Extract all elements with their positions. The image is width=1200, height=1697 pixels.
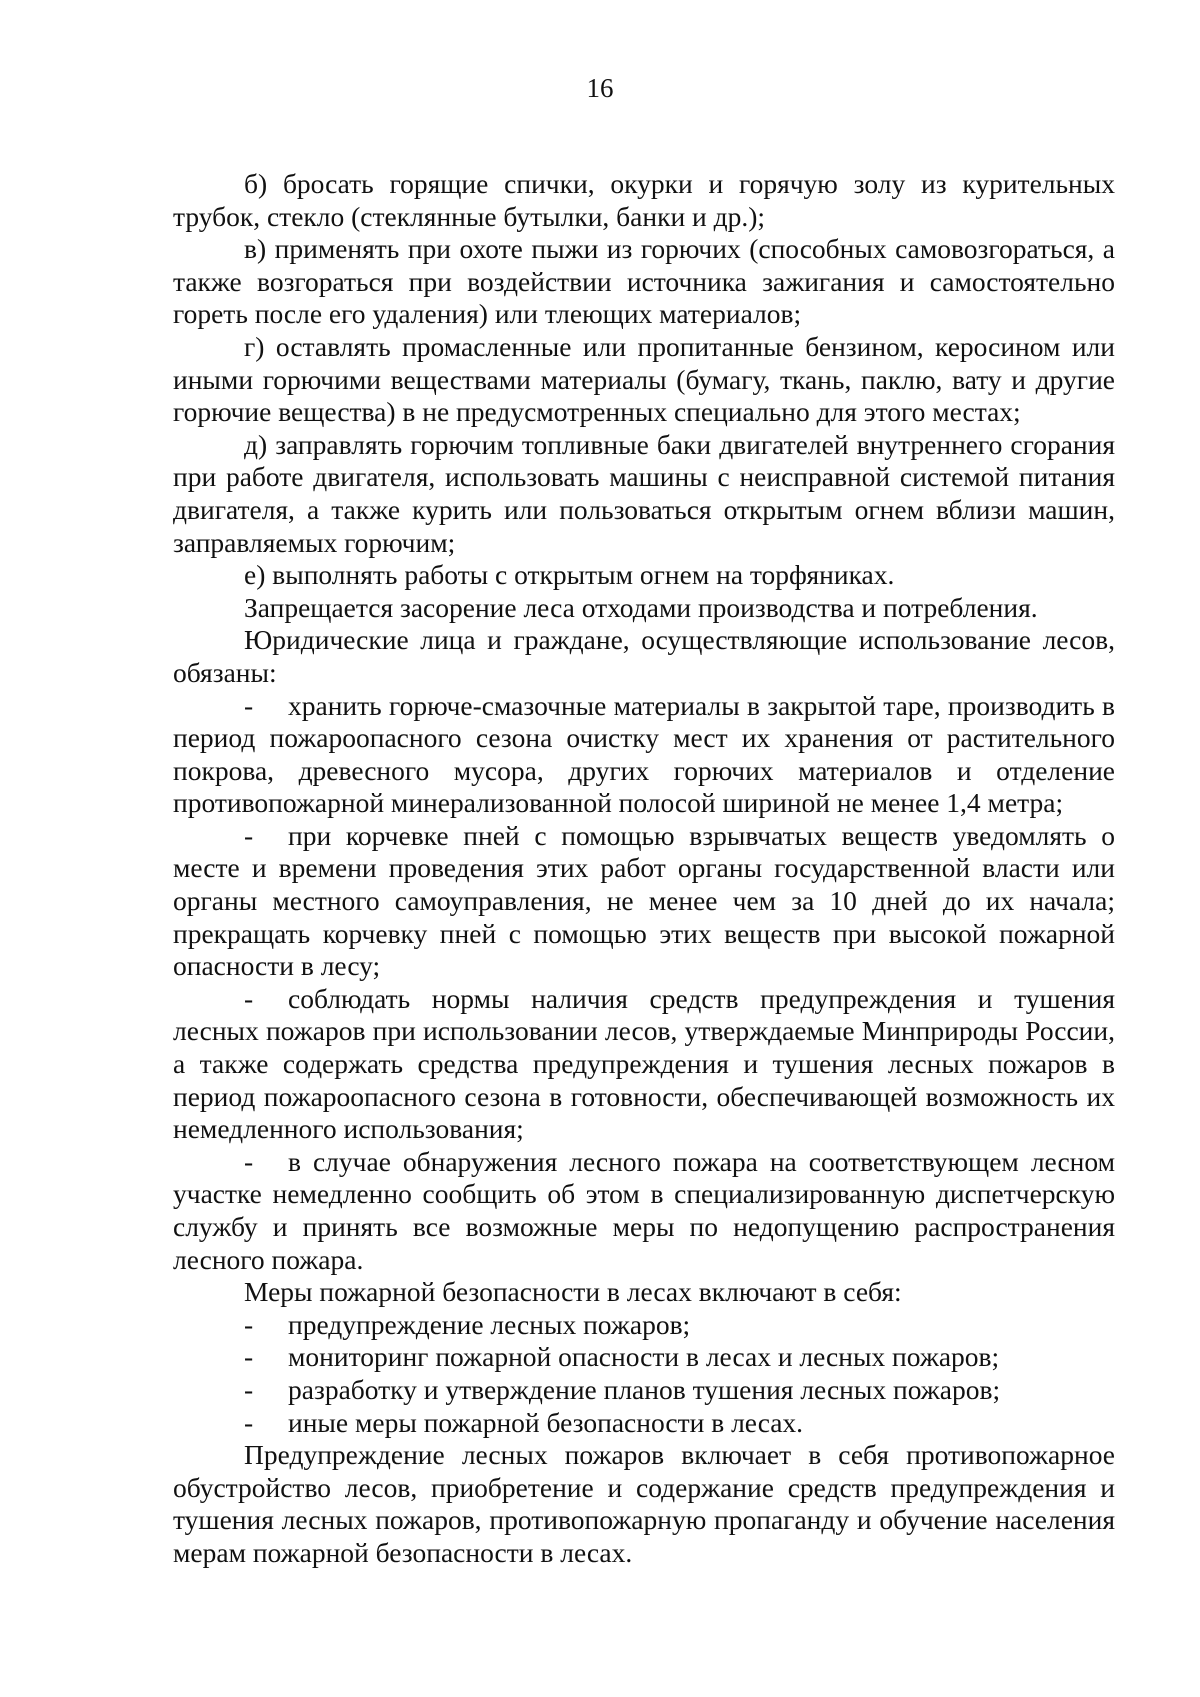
paragraph-item-d: д) заправлять горючим топливные баки двигателей внутреннего сгорания при работе двигателя, использовать машины с неисправной системой питания двигателя, а также курить или пользоваться открытым огнем вблизи машин, заправляемых горючим; — [173, 428, 1115, 558]
paragraph-obligations-intro: Юридические лица и граждане, осуществляющие использование лесов, обязаны: — [173, 624, 1115, 688]
dash-marker: - — [244, 1341, 254, 1373]
paragraph-item-b: б) бросать горящие спички, окурки и горячую золу из курительных трубок, стекло (стеклянные бутылки, банки и др.); — [173, 168, 1115, 232]
list-item-other-measures — [173, 1407, 1115, 1440]
dash-marker: - — [244, 982, 254, 1014]
dash-marker: - — [244, 1145, 254, 1177]
paragraph-littering-ban: Запрещается засорение леса отходами производства и потребления. — [244, 591, 1038, 623]
dash-marker: - — [244, 819, 254, 851]
list-item-text: хранить горюче-смазочные материалы в закрытой таре, производить в период пожароопасного сезона очистку мест их хранения от растительного покрова, древесного мусора, других горючих материалов и отделение противопожарной минерализованной полосой шириной не менее 1,4 метра; — [173, 689, 1115, 819]
list-item-text: мониторинг пожарной опасности в лесах и лесных пожаров; — [288, 1341, 1000, 1373]
list-item-fire-report — [173, 1146, 1115, 1276]
paragraph-item-v: в) применять при охоте пыжи из горючих (способных самовозгораться, а также возгораться при воздействии источника зажигания и самостоятельно гореть после его удаления) или тлеющих материалов; — [173, 233, 1115, 330]
list-item-text: предупреждение лесных пожаров; — [288, 1308, 691, 1340]
paragraph-prevention-definition: Предупреждение лесных пожаров включает в себя противопожарное обустройство лесов, приобретение и содержание средств предупреждения и тушения лесных пожаров, противопожарную пропаганду и обучение населения мерам пожарной безопасности в лесах. — [173, 1439, 1115, 1568]
paragraph-safety-measures-intro: Меры пожарной безопасности в лесах включают в себя: — [244, 1276, 902, 1308]
list-item-text: в случае обнаружения лесного пожара на соответствующем лесном участке немедленно сообщить об этом в специализированную диспетчерскую службу и принять все возможные меры по недопущению распространения лесного пожара. — [173, 1145, 1115, 1275]
list-item-text: при корчевке пней с помощью взрывчатых веществ уведомлять о месте и времени проведения этих работ органы государственной власти или органы местного самоуправления, не менее чем за 10 дней до их начала; прекращать корчевку пней с помощью этих веществ при высокой пожарной опасности в лесу; — [173, 819, 1115, 982]
list-item-fuel-storage — [173, 690, 1115, 820]
list-item-plans — [173, 1374, 1115, 1407]
list-item-text: иные меры пожарной безопасности в лесах. — [288, 1406, 804, 1438]
list-item-stump-blasting — [173, 820, 1115, 983]
dash-marker: - — [244, 1373, 254, 1405]
page-number: 16 — [586, 73, 614, 103]
list-item-text: соблюдать нормы наличия средств предупреждения и тушения лесных пожаров при использовании лесов, утверждаемые Минприроды России, а также содержать средства предупреждения и тушения лесных пожаров в период пожароопасного сезона в готовности, обеспечивающей возможность их немедленного использования; — [173, 982, 1115, 1145]
list-item-text: разработку и утверждение планов тушения лесных пожаров; — [288, 1373, 1001, 1405]
list-item-monitoring — [173, 1341, 1115, 1374]
dash-marker: - — [244, 689, 254, 721]
dash-marker: - — [244, 1406, 254, 1438]
list-item-prevention — [173, 1309, 1115, 1342]
dash-marker: - — [244, 1308, 254, 1340]
document-body — [173, 168, 1115, 1570]
paragraph-item-g: г) оставлять промасленные или пропитанные бензином, керосином или иными горючими веществами материалы (бумагу, ткань, паклю, вату и другие горючие вещества) в не предусмотренных специально для этого местах; — [173, 330, 1115, 428]
paragraph-item-e: е) выполнять работы с открытым огнем на торфяниках. — [244, 559, 895, 591]
list-item-firefighting-means — [173, 983, 1115, 1146]
